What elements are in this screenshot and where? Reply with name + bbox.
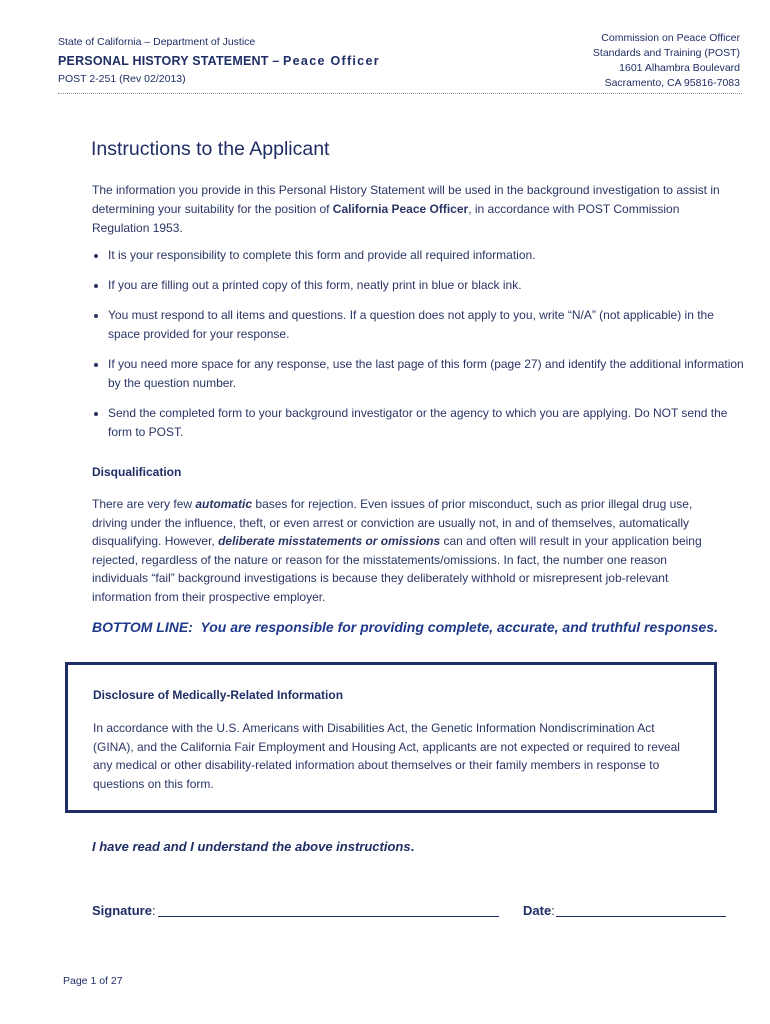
acknowledgement — [92, 839, 722, 854]
date-colon: : — [551, 903, 555, 918]
dq-emphasis-automatic: automatic — [195, 497, 253, 511]
form-title — [58, 54, 380, 68]
agency-line: 1601 Alhambra Boulevard — [619, 62, 740, 74]
department-name: State of California – Department of Justice — [58, 36, 256, 48]
page-number: Page 1 of 27 — [63, 975, 123, 987]
list-item: • If you are filling out a printed copy of this form, neatly print in blue or black ink. — [108, 276, 748, 295]
form-title-main: PERSONAL HISTORY STATEMENT – — [58, 54, 284, 68]
intro-text: The information you provide in this Personal History Statement will be used in the background investigation to assist in determining your suitability for the position of — [92, 183, 720, 216]
intro-text-end: , in accordance with POST Commission Regulation 1953. — [92, 202, 680, 235]
header-left — [58, 36, 380, 85]
header-divider — [58, 93, 742, 94]
agency-line: Standards and Training (POST) — [592, 47, 740, 59]
disqualification-body — [92, 495, 722, 606]
disclosure-heading: Disclosure of Medically-Related Information — [93, 688, 344, 702]
intro-position: California Peace Officer — [332, 202, 469, 216]
instructions-heading: Instructions to the Applicant — [91, 138, 330, 160]
signature-colon: : — [151, 903, 156, 918]
date-field[interactable] — [556, 916, 726, 917]
dq-text: can and often will result in your application being rejected, regardless of the nature or reason for the misstatements/omissions. In fact, the number one reason individuals “fail” background investigations is because they deliberately withhold or misrepresent job-relevant information from their prospective employer. — [92, 534, 702, 604]
acknowledgement-period: . — [410, 839, 415, 854]
bottom-line-text: You are responsible for providing complete, accurate, and truthful responses. — [192, 619, 718, 635]
bottom-line-colon: : — [188, 619, 193, 635]
acknowledgement-text: I have read and I understand the above instructions — [92, 839, 411, 854]
instruction-list — [92, 246, 748, 453]
disclosure-body: In accordance with the U.S. Americans with Disabilities Act, the Genetic Information Nondiscrimination Act (GINA), and the California Fair Employment and Housing Act, applicants are not expected or required to reveal any medical or other disability-related information about themselves or their family members in response to questions on this form. — [93, 721, 680, 791]
form-number: POST 2-251 (Rev 02/2013) — [58, 73, 186, 85]
disqualification-heading: Disqualification — [92, 465, 182, 479]
form-title-emphasis: Peace Officer — [283, 54, 380, 68]
signature-label — [92, 903, 156, 918]
disclosure-box — [65, 662, 717, 813]
agency-address — [593, 31, 740, 91]
bottom-line-label: BOTTOM LINE — [92, 619, 189, 635]
list-item: • It is your responsibility to complete this form and provide all required information. — [108, 246, 748, 265]
list-item: • If you need more space for any response, use the last page of this form (page 27) and identify the additional information by the question number. — [108, 355, 748, 393]
agency-line: Commission on Peace Officer — [601, 32, 740, 44]
date-label-text: Date — [523, 903, 552, 918]
list-item: • Send the completed form to your background investigator or the agency to which you are applying. Do NOT send the form to POST. — [108, 404, 748, 442]
signature-field[interactable] — [158, 916, 499, 917]
dq-text: bases for rejection. Even issues of prior misconduct, such as prior illegal drug use, driving under the influence, theft, or even arrest or conviction are usually not, in and of themselves, automatically disqualifying. However, — [92, 497, 693, 548]
agency-line: Sacramento, CA 95816-7083 — [604, 77, 740, 89]
dq-emphasis-misstatements: deliberate misstatements or omissions — [218, 534, 441, 548]
instructions-intro — [92, 181, 722, 238]
date-label — [523, 903, 555, 918]
signature-label-text: Signature — [92, 903, 152, 918]
dq-text: There are very few — [92, 497, 196, 511]
bottom-line — [92, 619, 722, 635]
list-item: • You must respond to all items and questions. If a question does not apply to you, write “N/A” (not applicable) in the space provided for your response. — [108, 306, 748, 344]
